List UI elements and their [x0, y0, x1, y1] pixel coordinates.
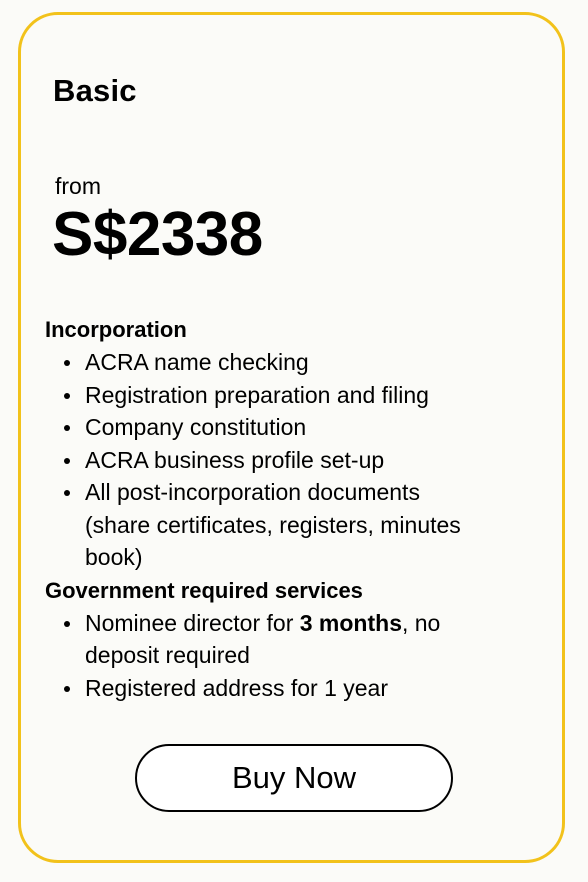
- bullet-icon: [64, 393, 70, 399]
- price-prefix: from: [55, 173, 101, 199]
- list-item: [45, 672, 545, 705]
- section-heading-government-services: Government required services: [45, 577, 363, 603]
- feature-text: ACRA business profile set-up: [85, 446, 385, 473]
- feature-text: Registered address for 1 year: [85, 674, 388, 701]
- buy-now-button[interactable]: Buy Now: [135, 744, 453, 812]
- plan-price: S$2338: [52, 200, 263, 269]
- feature-text-emphasis: 3 months: [299, 609, 402, 636]
- pricing-card: [18, 12, 565, 863]
- bullet-icon: [64, 490, 70, 496]
- feature-text-after: , no: [401, 609, 441, 636]
- list-item: [45, 476, 545, 574]
- list-item: [45, 346, 545, 379]
- feature-text-before: Nominee director for: [85, 609, 300, 636]
- government-services-feature-list: [45, 607, 545, 705]
- bullet-icon: [64, 686, 70, 692]
- feature-text: Registration preparation and filing: [85, 381, 429, 408]
- feature-text-line-3: book): [85, 544, 143, 570]
- feature-list-container: [45, 313, 545, 704]
- plan-name: Basic: [53, 73, 137, 108]
- list-item: [45, 379, 545, 412]
- bullet-icon: [64, 425, 70, 431]
- feature-text-line-2: (share certificates, registers, minutes: [85, 511, 461, 538]
- section-heading-incorporation: Incorporation: [45, 317, 187, 342]
- feature-text-line-1: All post-incorporation documents: [85, 479, 420, 505]
- list-item: [45, 411, 545, 444]
- feature-text: Company constitution: [85, 414, 307, 440]
- feature-text-line-2: deposit required: [85, 642, 250, 668]
- incorporation-feature-list: [45, 346, 545, 574]
- list-item: [45, 444, 545, 477]
- bullet-icon: [64, 621, 70, 627]
- feature-text: ACRA name checking: [85, 349, 309, 375]
- bullet-icon: [64, 360, 70, 366]
- bullet-icon: [64, 458, 70, 464]
- list-item: [45, 607, 545, 672]
